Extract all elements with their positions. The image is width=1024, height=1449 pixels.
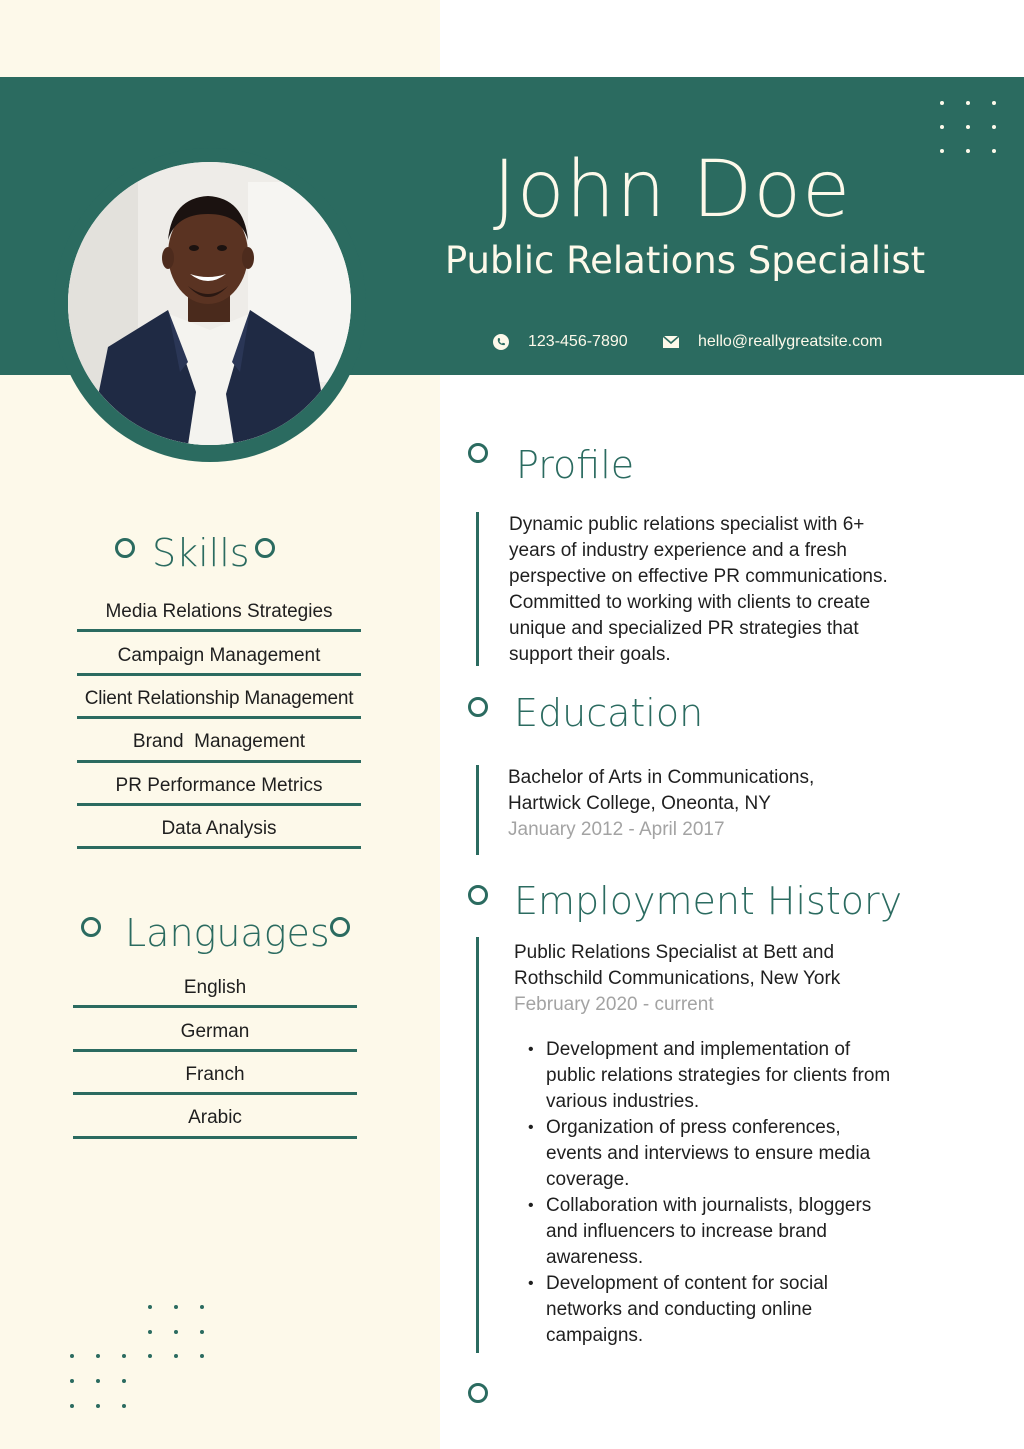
employment-company: Rothschild Communications, New York (514, 968, 841, 989)
duty-line: public relations strategies for clients from (546, 1065, 891, 1086)
languages-heading: Languages (125, 911, 330, 955)
decorative-dots-bottom (70, 1305, 210, 1410)
contact-email[interactable] (662, 330, 882, 354)
education-school: Hartwick College, Oneonta, NY (508, 793, 771, 814)
duty-line: • Development of content for social (546, 1273, 828, 1294)
duty-line: coverage. (546, 1169, 630, 1190)
profile-photo (68, 162, 351, 445)
languages-bullet-right (330, 917, 350, 937)
profile-line: years of industry experience and a fresh (509, 540, 847, 561)
language-item: Arabic (73, 1095, 357, 1138)
duty-line: and influencers to increase brand (546, 1221, 827, 1242)
skill-item: PR Performance Metrics (77, 763, 361, 806)
skills-bullet-left (115, 538, 135, 558)
education-dates: January 2012 - April 2017 (508, 819, 725, 840)
email-address: hello@reallygreatsite.com (698, 333, 883, 350)
language-item: English (73, 965, 357, 1008)
duty-line: networks and conducting online (546, 1299, 813, 1320)
employment-dates: February 2020 - current (514, 994, 714, 1015)
profile-line: Dynamic public relations specialist with 6+ (509, 514, 865, 535)
timeline-end-bullet (468, 1383, 488, 1403)
duty-item (528, 1037, 938, 1115)
profile-summary (509, 512, 939, 668)
duty-item (528, 1193, 938, 1271)
education-heading: Education (514, 691, 704, 735)
contact-phone[interactable] (492, 330, 628, 354)
skill-item: Media Relations Strategies (77, 589, 361, 632)
duty-line: awareness. (546, 1247, 644, 1268)
skill-item: Brand Management (77, 719, 361, 762)
education-entry (508, 765, 938, 843)
employment-divider (476, 937, 479, 1353)
skill-item: Campaign Management (77, 632, 361, 675)
education-bullet (468, 697, 488, 717)
languages-bullet-left (81, 917, 101, 937)
phone-number: 123-456-7890 (528, 333, 628, 350)
duty-line: various industries. (546, 1091, 700, 1112)
profile-line: unique and specialized PR strategies that (509, 618, 859, 639)
employment-duties (528, 1037, 938, 1349)
duty-line: • Development and implementation of (546, 1039, 851, 1060)
language-item: Franch (73, 1052, 357, 1095)
education-divider (476, 765, 479, 855)
languages-list (73, 965, 357, 1139)
skills-bullet-right (255, 538, 275, 558)
profile-divider (476, 512, 479, 666)
person-name: John Doe (492, 145, 852, 235)
duty-line: events and interviews to ensure media (546, 1143, 871, 1164)
employment-role: Public Relations Specialist at Bett and (514, 942, 835, 963)
duty-item (528, 1271, 938, 1349)
skills-heading: Skills (152, 531, 250, 575)
employment-entry (514, 940, 944, 1018)
profile-heading: Profile (516, 443, 635, 487)
profile-line: Committed to working with clients to create (509, 592, 871, 613)
duty-item (528, 1115, 938, 1193)
skill-item: Client Relationship Management (77, 676, 361, 719)
profile-line: support their goals. (509, 644, 671, 665)
education-degree: Bachelor of Arts in Communications, (508, 767, 815, 788)
phone-icon (492, 333, 510, 351)
envelope-icon (662, 333, 680, 351)
profile-line: perspective on effective PR communications. (509, 566, 888, 587)
language-item: German (73, 1008, 357, 1051)
job-title: Public Relations Specialist (444, 239, 926, 282)
skill-item: Data Analysis (77, 806, 361, 849)
duty-line: • Organization of press conferences, (546, 1117, 841, 1138)
employment-heading: Employment History (514, 879, 903, 923)
decorative-dots-top (940, 101, 996, 153)
profile-bullet (468, 443, 488, 463)
employment-bullet (468, 885, 488, 905)
duty-line: • Collaboration with journalists, bloggers (546, 1195, 872, 1216)
duty-line: campaigns. (546, 1325, 644, 1346)
skills-list (77, 589, 361, 849)
